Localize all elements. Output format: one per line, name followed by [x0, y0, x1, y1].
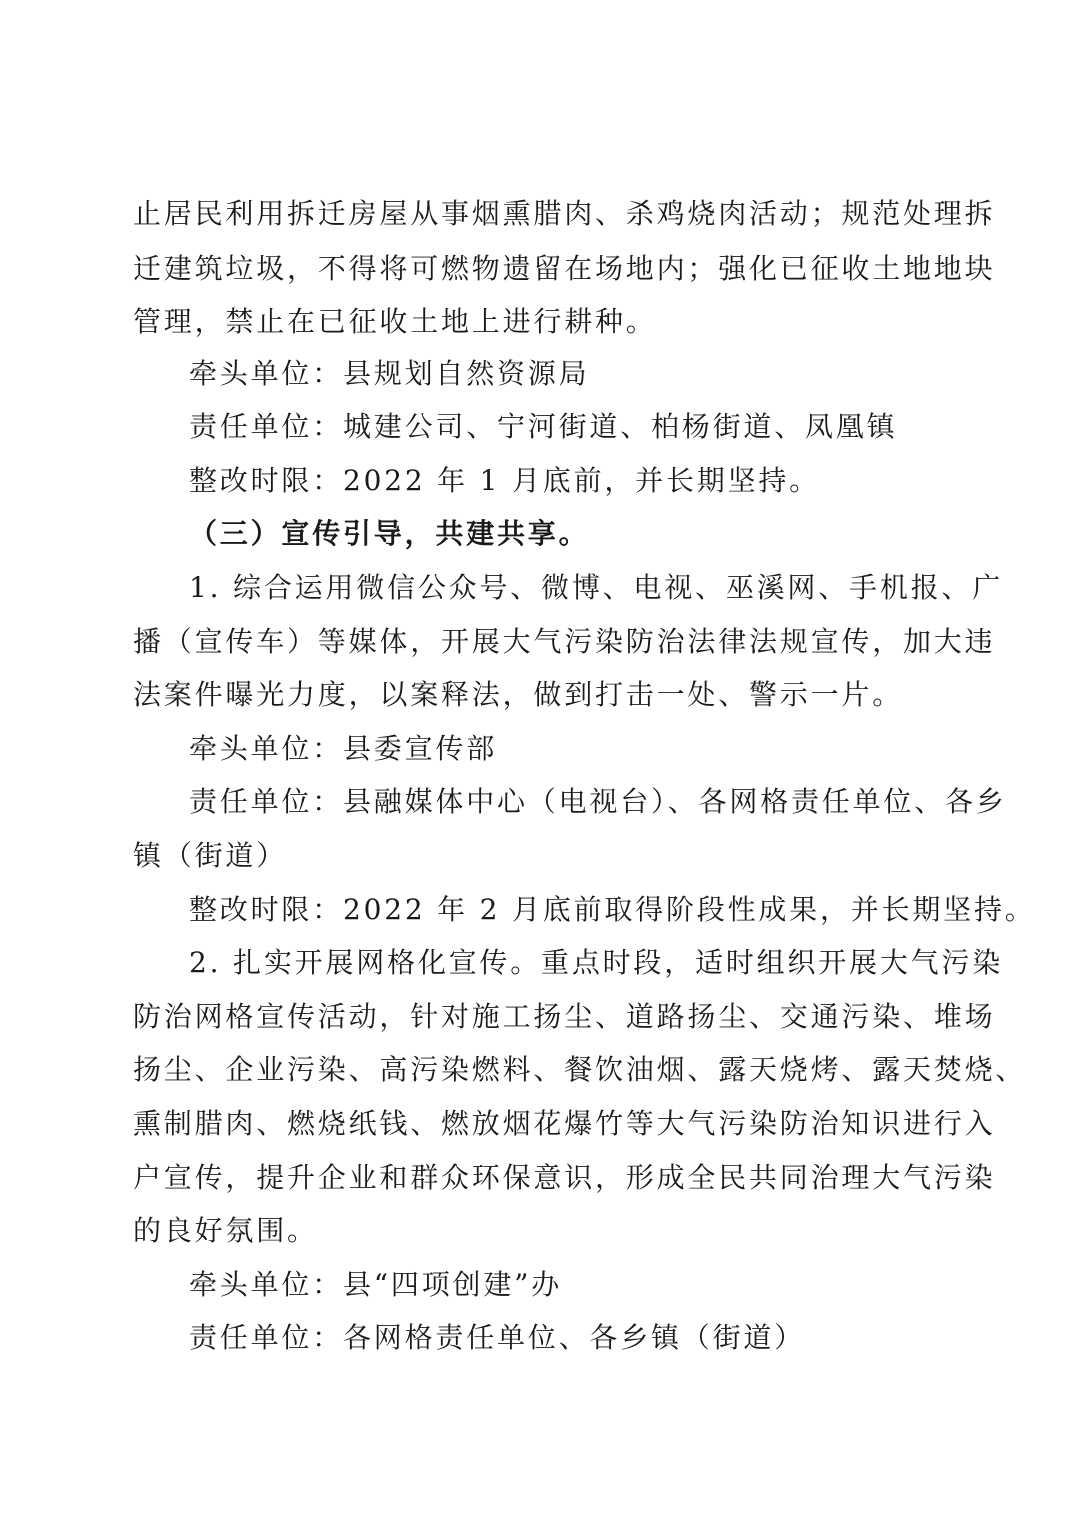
text-line: 止居民利用拆迁房屋从事烟熏腊肉、杀鸡烧肉活动；规范处理拆 — [133, 197, 996, 230]
deadline-line: 整改时限：2022 年 1 月底前，并长期坚持。 — [189, 464, 820, 497]
text-line: 迁建筑垃圾，不得将可燃物遗留在场地内；强化已征收土地地块 — [133, 252, 996, 285]
deadline-line: 整改时限：2022 年 2 月底前取得阶段性成果，并长期坚持。 — [189, 893, 1036, 926]
lead-unit-line: 牵头单位：县委宣传部 — [189, 732, 498, 765]
text-line: 熏制腊肉、燃烧纸钱、燃放烟花爆竹等大气污染防治知识进行入 — [133, 1107, 996, 1140]
text-line: 2. 扎实开展网格化宣传。重点时段，适时组织开展大气污染 — [189, 946, 1004, 979]
text-line: 法案件曝光力度，以案释法，做到打击一处、警示一片。 — [133, 678, 904, 711]
text-line: 1. 综合运用微信公众号、微博、电视、巫溪网、手机报、广 — [189, 571, 1004, 604]
text-line: 管理，禁止在已征收土地上进行耕种。 — [133, 305, 657, 338]
text-line: 的良好氛围。 — [133, 1214, 318, 1247]
text-line: 扬尘、企业污染、高污染燃料、餐饮油烟、露天烧烤、露天焚烧、 — [133, 1053, 1027, 1086]
lead-unit-line: 牵头单位：县规划自然资源局 — [189, 357, 590, 390]
text-line: 户宣传，提升企业和群众环保意识，形成全民共同治理大气污染 — [133, 1161, 996, 1194]
responsible-unit-line: 责任单位：城建公司、宁河街道、柏杨街道、凤凰镇 — [189, 410, 898, 443]
text-line: 播（宣传车）等媒体，开展大气污染防治法律法规宣传，加大违 — [133, 625, 996, 658]
section-heading: （三）宣传引导，共建共享。 — [189, 517, 590, 550]
text-line: 防治网格宣传活动，针对施工扬尘、道路扬尘、交通污染、堆场 — [133, 1000, 996, 1033]
text-line: 镇（街道） — [133, 839, 288, 872]
lead-unit-line: 牵头单位：县“四项创建”办 — [189, 1268, 563, 1301]
responsible-unit-line: 责任单位：县融媒体中心（电视台）、各网格责任单位、各乡 — [189, 785, 1007, 818]
responsible-unit-line: 责任单位：各网格责任单位、各乡镇（街道） — [189, 1321, 806, 1354]
